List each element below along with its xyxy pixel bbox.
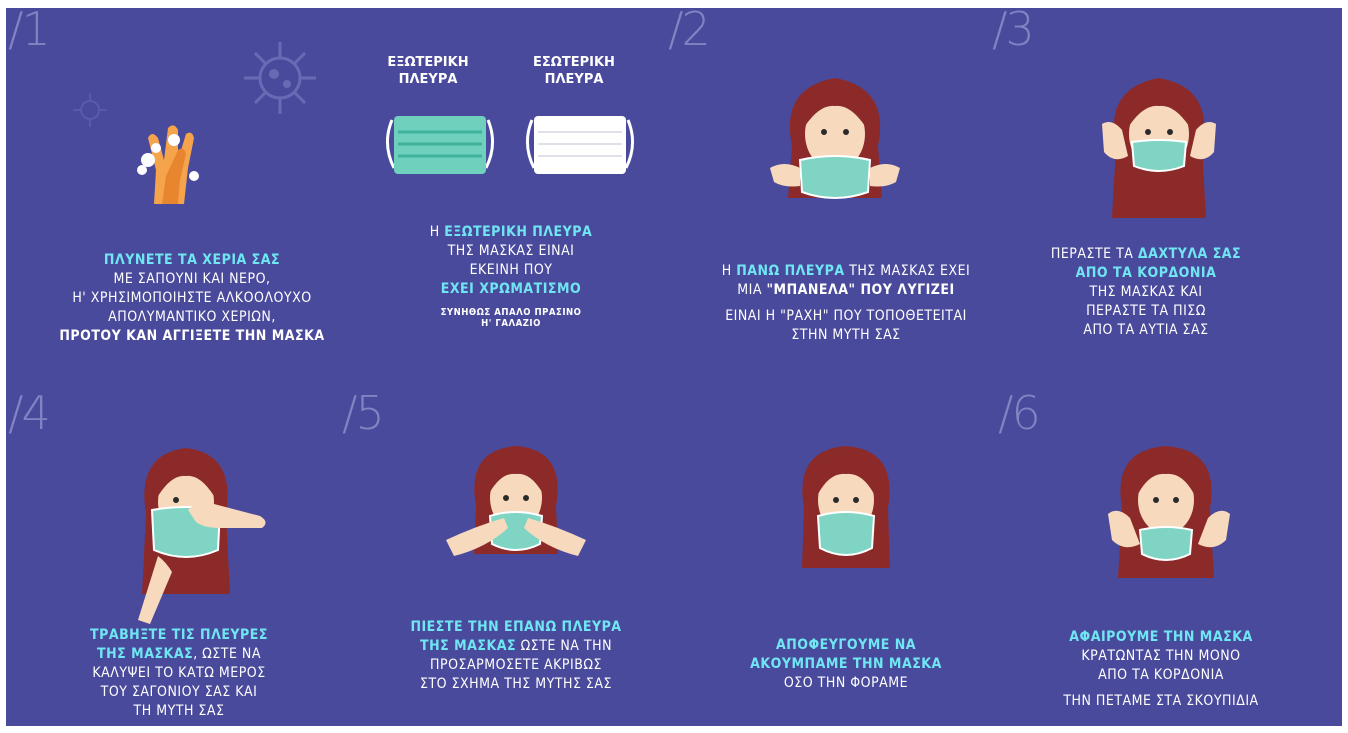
mask-inner-label: ΕΣΩΤΕΡΙΚΗ ΠΛΕΥΡΑ	[533, 55, 615, 87]
step-number-1: /1	[8, 8, 49, 56]
woman-mask-icon	[786, 444, 906, 574]
virus-icon	[230, 28, 330, 128]
woman-mask-icon	[446, 444, 586, 574]
soap-hands-icon	[134, 120, 206, 206]
caption-step-4: ΤΡΑΒΗΞΤΕ ΤΙΣ ΠΛΕΥΡΕΣ ΤΗΣ ΜΑΣΚΑΣ, ΩΣΤΕ ΝΑ ΚΑΛΥΨΕΙ ΤΟ ΚΑΤΩ ΜΕΡΟΣ ΤΟΥ ΣΑΓΟΝΙΟΥ ΣΑΣ ΚΑΙ ΤΗ ΜΥΤΗ ΣΑΣ	[90, 627, 268, 719]
step-number-5: /5	[342, 386, 383, 440]
woman-mask-icon	[1100, 444, 1240, 584]
mask-inner-icon	[522, 112, 638, 178]
infographic-panel	[6, 8, 1342, 726]
woman-mask-icon	[770, 68, 900, 218]
caption-step-3: ΠΕΡΑΣΤΕ ΤΑ ΔΑΧΤΥΛΑ ΣΑΣ ΑΠΟ ΤΑ ΚΟΡΔΟΝΙΑ ΤΗΣ ΜΑΣΚΑΣ ΚΑΙ ΠΕΡΑΣΤΕ ΤΑ ΠΙΣΩ ΑΠΟ ΤΑ ΑΥΤΙΑ ΣΑΣ	[1050, 246, 1242, 338]
caption-step-2: Η ΠΑΝΩ ΠΛΕΥΡΑ ΤΗΣ ΜΑΣΚΑΣ ΕΧΕΙ ΜΙΑ "ΜΠΑΝΕΛΑ" ΠΟΥ ΛΥΓΙΖΕΙ ΕΙΝΑΙ Η "ΡΑΧΗ" ΠΟΥ ΤΟΠΟΘΕΤΕΙΤΑΙ ΣΤΗΝ ΜΥΤΗ ΣΑΣ	[721, 263, 971, 343]
woman-mask-icon	[1094, 68, 1224, 218]
caption-step-1: ΠΛΥΝΕΤΕ ΤΑ ΧΕΡΙΑ ΣΑΣ ΜΕ ΣΑΠΟΥΝΙ ΚΑΙ ΝΕΡΟ, Η' ΧΡΗΣΙΜΟΠΟΙΗΣΤΕ ΑΛΚΟΟΛΟΥΧΟ ΑΠΟΛΥΜΑΝΤΙΚΟ ΧΕΡΙΩΝ, ΠΡΟΤΟΥ ΚΑΝ ΑΓΓΙΞΕΤΕ ΤΗΝ ΜΑΣΚΑ	[59, 252, 325, 344]
caption-step-5: ΠΙΕΣΤΕ ΤΗΝ ΕΠΑΝΩ ΠΛΕΥΡΑ ΤΗΣ ΜΑΣΚΑΣ ΩΣΤΕ ΝΑ ΤΗΝ ΠΡΟΣΑΡΜΟΣΕΤΕ ΑΚΡΙΒΩΣ ΣΤΟ ΣΧΗΜΑ ΤΗΣ ΜΥΤΗΣ ΣΑΣ	[410, 619, 622, 692]
mask-outer-label: ΕΞΩΤΕΡΙΚΗ ΠΛΕΥΡΑ	[387, 55, 469, 87]
step-number-6: /6	[998, 386, 1039, 440]
virus-icon	[68, 88, 112, 132]
caption-step-6: ΑΦΑΙΡΟΥΜΕ ΤΗΝ ΜΑΣΚΑ ΚΡΑΤΩΝΤΑΣ ΤΗΝ ΜΟΝΟ ΑΠΟ ΤΑ ΚΟΡΔΟΝΙΑ ΤΗΝ ΠΕΤΑΜΕ ΣΤΑ ΣΚΟΥΠΙΔΙΑ	[1063, 629, 1259, 709]
step-number-4: /4	[8, 386, 49, 440]
caption-outer-side: Η ΕΞΩΤΕΡΙΚΗ ΠΛΕΥΡΑ ΤΗΣ ΜΑΣΚΑΣ ΕΙΝΑΙ ΕΚΕΙΝΗ ΠΟΥ ΕΧΕΙ ΧΡΩΜΑΤΙΣΜΟ ΣΥΝΗΘΩΣ ΑΠΑΛΟ ΠΡΑΣΙΝΟ Η' ΓΑΛΑΖΙΟ	[429, 224, 593, 329]
woman-mask-icon	[130, 444, 270, 624]
step-number-2: /2	[668, 8, 709, 56]
step-number-3: /3	[992, 8, 1033, 56]
mask-outer-icon	[382, 112, 498, 178]
caption-avoid-touching: ΑΠΟΦΕΥΓΟΥΜΕ ΝΑ ΑΚΟΥΜΠΑΜΕ ΤΗΝ ΜΑΣΚΑ ΟΣΟ ΤΗΝ ΦΟΡΑΜΕ	[750, 637, 942, 691]
